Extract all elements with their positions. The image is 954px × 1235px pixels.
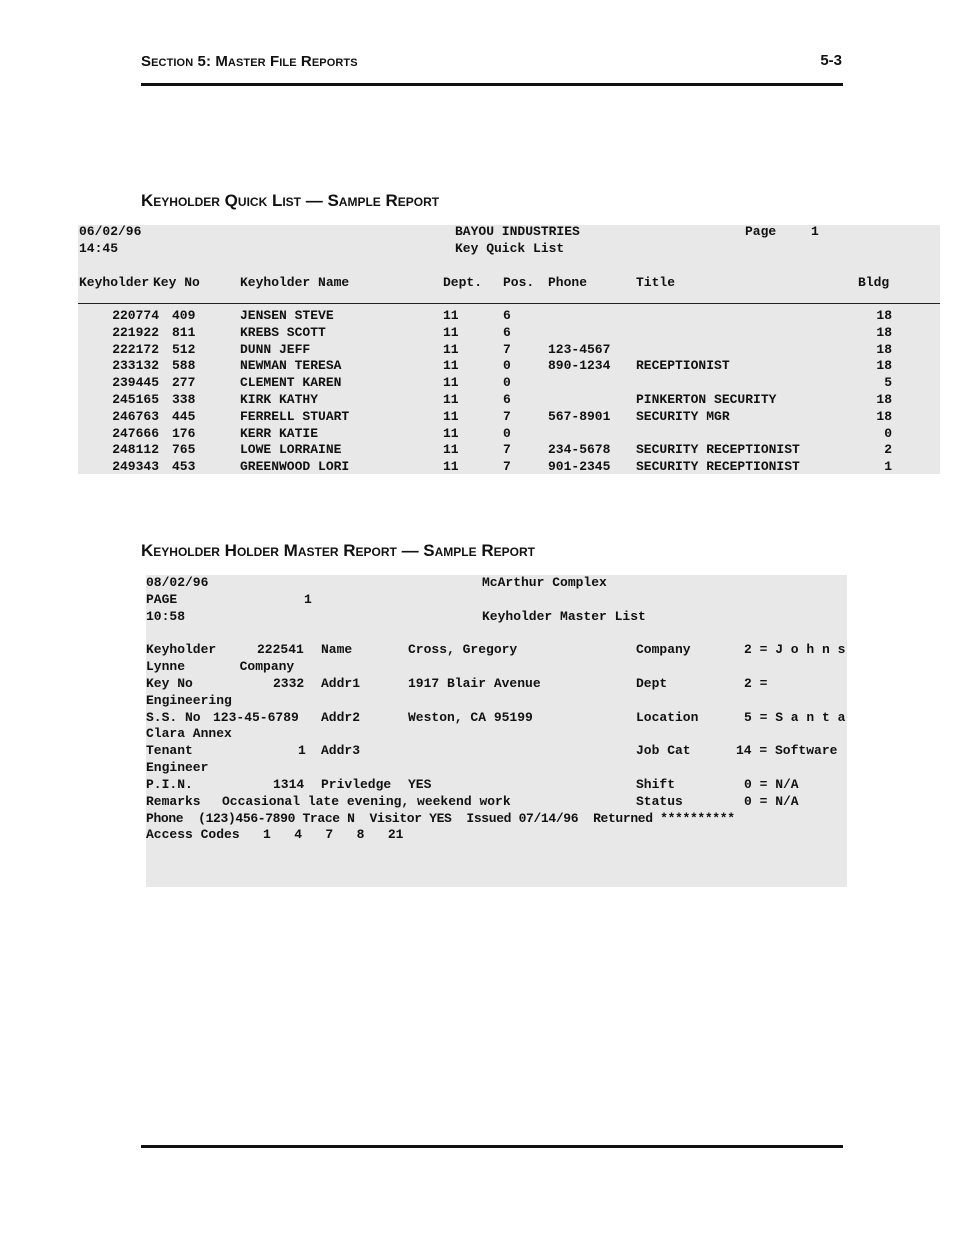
phone-trace-line: Phone (123)456-7890 Trace N Visitor YES Issued 07/14/96 Returned ********** xyxy=(146,811,735,826)
row-dept-cell: 11 xyxy=(443,392,459,407)
col-header-phone: Phone xyxy=(548,275,588,290)
row-bldg-cell: 18 xyxy=(876,324,892,340)
row-name-cell: FERRELL STUART xyxy=(240,408,350,424)
addr2-value: Weston, CA 95199 xyxy=(408,710,533,725)
row-phone-cell: 567-8901 xyxy=(548,408,611,424)
row-name-cell: KIRK KATHY xyxy=(240,392,319,407)
pin-label: P.I.N. xyxy=(146,777,193,792)
row-key-no-cell: 811 xyxy=(172,324,196,340)
name-label: Name xyxy=(321,642,353,657)
row-title-cell: SECURITY MGR xyxy=(636,408,730,424)
privledge-value: YES xyxy=(408,777,432,792)
row-keyholder-cell: 221922 xyxy=(112,324,159,340)
quick-list-company: BAYOU INDUSTRIES xyxy=(455,224,580,239)
row-name-cell: LOWE LORRAINE xyxy=(240,442,342,458)
row-phone-cell: 234-5678 xyxy=(548,442,611,458)
footer-rule xyxy=(141,1145,843,1148)
company-value: 2 = J o h n s xyxy=(744,642,846,657)
row-keyholder-cell: 222172 xyxy=(112,341,159,357)
job-cat-label: Job Cat xyxy=(636,743,691,758)
master-page-value: 1 xyxy=(304,592,312,607)
row-key-no-cell: 453 xyxy=(172,459,196,475)
row-name-cell: GREENWOOD LORI xyxy=(240,459,350,475)
key-no-value: 2332 xyxy=(273,676,305,691)
table-divider xyxy=(78,303,940,304)
row-name-cell: DUNN JEFF xyxy=(240,341,311,357)
row-keyholder-cell: 247666 xyxy=(112,425,159,441)
status-value: 0 = N/A xyxy=(744,794,799,809)
row-pos-cell: 6 xyxy=(503,308,511,323)
row-key-no-cell: 176 xyxy=(172,425,196,441)
col-header-bldg: Bldg xyxy=(858,275,890,290)
remarks-label: Remarks xyxy=(146,794,201,809)
master-report-section-title: Keyholder Holder Master Report — Sample Report xyxy=(141,541,535,560)
row-bldg-cell: 18 xyxy=(876,308,892,323)
job-cat-value-wrap: Engineer xyxy=(146,760,209,775)
addr3-label: Addr3 xyxy=(321,743,361,758)
row-keyholder-cell: 233132 xyxy=(112,358,159,374)
row-pos-cell: 0 xyxy=(503,425,511,441)
location-label: Location xyxy=(636,710,699,725)
row-keyholder-cell: 249343 xyxy=(112,459,159,475)
col-header-dept: Dept. xyxy=(443,275,483,290)
col-header-key-no: Key No xyxy=(153,275,200,290)
row-pos-cell: 7 xyxy=(503,341,511,357)
header-rule xyxy=(141,83,843,86)
ssn-label: S.S. No xyxy=(146,710,201,725)
ssn-value: 123-45-6789 xyxy=(213,710,299,725)
row-name-cell: JENSEN STEVE xyxy=(240,308,334,323)
row-key-no-cell: 588 xyxy=(172,358,196,374)
row-keyholder-cell: 220774 xyxy=(112,308,159,323)
dept-value: 2 = xyxy=(744,676,768,691)
row-key-no-cell: 409 xyxy=(172,308,196,323)
name-value: Cross, Gregory xyxy=(408,642,518,657)
remarks-value: Occasional late evening, weekend work xyxy=(222,794,511,809)
row-pos-cell: 6 xyxy=(503,392,511,407)
row-keyholder-cell: 246763 xyxy=(112,408,159,424)
master-report-name: Keyholder Master List xyxy=(482,609,646,624)
row-dept-cell: 11 xyxy=(443,425,459,441)
addr1-label: Addr1 xyxy=(321,676,361,691)
status-label: Status xyxy=(636,794,683,809)
addr2-label: Addr2 xyxy=(321,710,361,725)
master-company: McArthur Complex xyxy=(482,575,607,590)
row-bldg-cell: 0 xyxy=(884,425,892,441)
page-number: 5-3 xyxy=(820,52,842,69)
addr1-value: 1917 Blair Avenue xyxy=(408,676,541,691)
row-key-no-cell: 512 xyxy=(172,341,196,357)
dept-label: Dept xyxy=(636,676,668,691)
quick-list-page-label: Page xyxy=(745,224,777,239)
row-title-cell: RECEPTIONIST xyxy=(636,358,730,374)
row-dept-cell: 11 xyxy=(443,308,459,323)
row-keyholder-cell: 245165 xyxy=(112,392,159,407)
location-value: 5 = S a n t a xyxy=(744,710,846,725)
quick-list-section-title: Keyholder Quick List — Sample Report xyxy=(141,191,440,210)
row-dept-cell: 11 xyxy=(443,324,459,340)
tenant-value: 1 xyxy=(298,743,306,758)
shift-value: 0 = N/A xyxy=(744,777,799,792)
row-key-no-cell: 765 xyxy=(172,442,196,458)
row-pos-cell: 7 xyxy=(503,442,511,458)
row-bldg-cell: 18 xyxy=(876,358,892,374)
row-name-cell: KREBS SCOTT xyxy=(240,324,326,340)
row-bldg-cell: 2 xyxy=(884,442,892,458)
row-bldg-cell: 1 xyxy=(884,459,892,475)
master-date: 08/02/96 xyxy=(146,575,209,590)
job-cat-value: 14 = Software xyxy=(736,743,838,758)
row-bldg-cell: 18 xyxy=(876,408,892,424)
row-keyholder-cell: 239445 xyxy=(112,375,159,391)
row-phone-cell: 123-4567 xyxy=(548,341,611,357)
row-phone-cell: 901-2345 xyxy=(548,459,611,475)
row-name-cell: CLEMENT KAREN xyxy=(240,375,342,391)
master-time: 10:58 xyxy=(146,609,186,624)
row-phone-cell: 890-1234 xyxy=(548,358,611,374)
quick-list-report-name: Key Quick List xyxy=(455,241,565,256)
row-name-cell: KERR KATIE xyxy=(240,425,319,441)
quick-list-time: 14:45 xyxy=(79,241,119,256)
row-keyholder-cell: 248112 xyxy=(112,442,159,458)
row-title-cell: SECURITY RECEPTIONIST xyxy=(636,442,800,458)
row-key-no-cell: 277 xyxy=(172,375,196,391)
keyholder-value: 222541 xyxy=(257,642,304,657)
location-value-wrap: Clara Annex xyxy=(146,726,232,741)
dept-value-wrap: Engineering xyxy=(146,693,232,708)
row-title-cell: SECURITY RECEPTIONIST xyxy=(636,459,800,475)
col-header-pos: Pos. xyxy=(503,275,535,290)
keyholder-label: Keyholder xyxy=(146,642,217,657)
privledge-label: Privledge xyxy=(321,777,392,792)
row-pos-cell: 6 xyxy=(503,324,511,340)
row-dept-cell: 11 xyxy=(443,341,459,357)
row-dept-cell: 11 xyxy=(443,442,459,458)
row-dept-cell: 11 xyxy=(443,408,459,424)
row-pos-cell: 0 xyxy=(503,358,511,374)
shift-label: Shift xyxy=(636,777,676,792)
key-no-label: Key No xyxy=(146,676,193,691)
pin-value: 1314 xyxy=(273,777,305,792)
row-key-no-cell: 338 xyxy=(172,392,196,407)
row-dept-cell: 11 xyxy=(443,358,459,374)
row-bldg-cell: 18 xyxy=(876,341,892,357)
quick-list-date: 06/02/96 xyxy=(79,224,142,239)
row-dept-cell: 11 xyxy=(443,459,459,475)
row-title-cell: PINKERTON SECURITY xyxy=(636,392,777,407)
row-name-cell: NEWMAN TERESA xyxy=(240,358,342,374)
col-header-name: Keyholder Name xyxy=(240,275,350,290)
row-key-no-cell: 445 xyxy=(172,408,196,424)
row-pos-cell: 0 xyxy=(503,375,511,391)
section-header: Section 5: Master File Reports xyxy=(141,53,358,70)
company-label: Company xyxy=(636,642,691,657)
quick-list-page-value: 1 xyxy=(811,224,819,239)
row-dept-cell: 11 xyxy=(443,375,459,391)
tenant-label: Tenant xyxy=(146,743,193,758)
col-header-title: Title xyxy=(636,275,676,290)
master-page-label: PAGE xyxy=(146,592,178,607)
row-pos-cell: 7 xyxy=(503,459,511,475)
col-header-keyholder: Keyholder xyxy=(79,275,150,290)
row-pos-cell: 7 xyxy=(503,408,511,424)
company-value-wrap: Lynne Company xyxy=(146,659,295,674)
row-bldg-cell: 18 xyxy=(876,392,892,407)
row-bldg-cell: 5 xyxy=(884,375,892,391)
access-codes-line: Access Codes 1 4 7 8 21 xyxy=(146,827,404,842)
